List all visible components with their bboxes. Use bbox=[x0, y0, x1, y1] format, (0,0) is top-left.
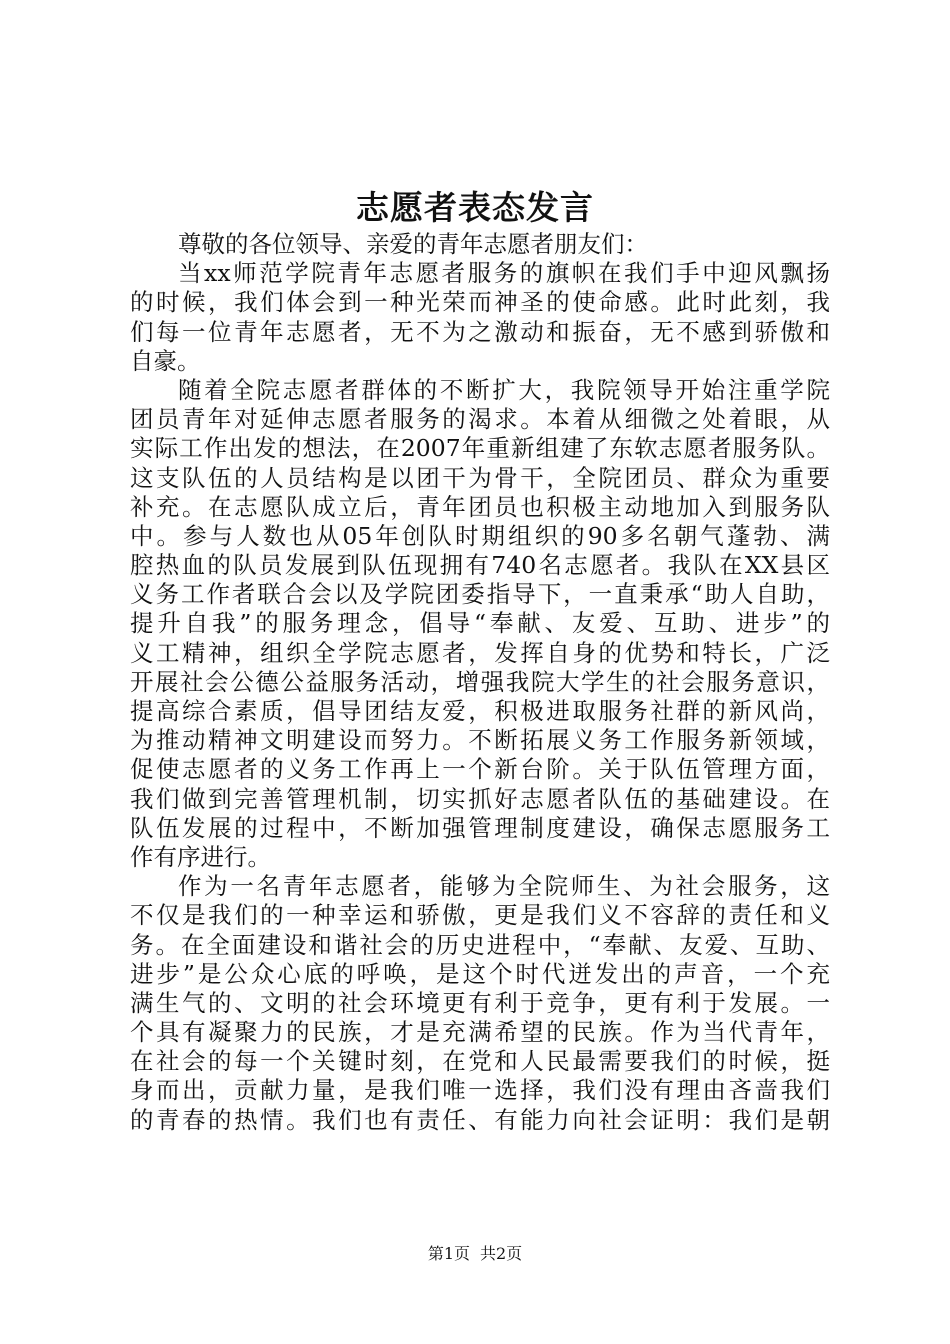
page-number-total: 共2页 bbox=[480, 1244, 523, 1263]
body-text-line: 进步”是公众心底的呼唤，是这个时代迸发出的声音，一个充 bbox=[130, 959, 830, 988]
document-title: 志愿者表态发言 bbox=[356, 188, 594, 227]
body-text-line: 促使志愿者的义务工作再上一个新台阶。关于队伍管理方面， bbox=[130, 755, 830, 784]
body-text-line: 的青春的热情。我们也有责任、有能力向社会证明：我们是朝 bbox=[130, 1105, 830, 1134]
body-text-line: 自豪。 bbox=[130, 346, 201, 375]
body-text-line: 个具有凝聚力的民族，才是充满希望的民族。作为当代青年， bbox=[130, 1018, 830, 1047]
body-text-line: 作为一名青年志愿者，能够为全院师生、为社会服务，这 bbox=[178, 872, 830, 901]
body-text-line: 的时候，我们体会到一种光荣而神圣的使命感。此时此刻，我 bbox=[130, 288, 830, 317]
body-text-line: 队伍发展的过程中，不断加强管理制度建设，确保志愿服务工 bbox=[130, 813, 830, 842]
page-number-current: 第1页 bbox=[427, 1244, 470, 1263]
body-text-line: 为推动精神文明建设而努力。不断拓展义务工作服务新领域， bbox=[130, 726, 830, 755]
body-text-line: 团员青年对延伸志愿者服务的渴求。本着从细微之处着眼，从 bbox=[130, 405, 830, 434]
body-text-line: 随着全院志愿者群体的不断扩大，我院领导开始注重学院 bbox=[178, 375, 830, 404]
body-text-line: 补充。在志愿队成立后，青年团员也积极主动地加入到服务队 bbox=[130, 492, 830, 521]
body-text-line: 提高综合素质，倡导团结友爱，积极进取服务社群的新风尚， bbox=[130, 697, 830, 725]
body-text-line: 义务工作者联合会以及学院团委指导下，一直秉承“助人自助， bbox=[130, 580, 830, 609]
body-text-line: 中。参与人数也从05年创队时期组织的90多名朝气蓬勃、满 bbox=[130, 521, 830, 550]
body-text-line: 们每一位青年志愿者，无不为之激动和振奋，无不感到骄傲和 bbox=[130, 317, 830, 346]
body-text-line: 实际工作出发的想法，在2007年重新组建了东软志愿者服务队。 bbox=[130, 434, 830, 463]
document-body bbox=[130, 230, 830, 1135]
body-text-line: 这支队伍的人员结构是以团干为骨干，全院团员、群众为重要 bbox=[130, 463, 830, 492]
body-text-line: 身而出，贡献力量，是我们唯一选择，我们没有理由吝啬我们 bbox=[130, 1076, 830, 1105]
body-text-line: 满生气的、文明的社会环境更有利于竞争，更有利于发展。一 bbox=[130, 988, 830, 1017]
page-footer bbox=[0, 1243, 950, 1265]
body-text-line: 腔热血的队员发展到队伍现拥有740名志愿者。我队在XX县区 bbox=[130, 551, 830, 580]
body-text-line: 在社会的每一个关键时刻，在党和人民最需要我们的时候，挺 bbox=[130, 1047, 830, 1076]
body-text-line: 作有序进行。 bbox=[130, 842, 271, 871]
body-text-line: 我们做到完善管理机制，切实抓好志愿者队伍的基础建设。在 bbox=[130, 784, 830, 813]
body-text-line: 不仅是我们的一种幸运和骄傲，更是我们义不容辞的责任和义 bbox=[130, 901, 830, 930]
body-text-line: 当xx师范学院青年志愿者服务的旗帜在我们手中迎风飘扬 bbox=[178, 259, 830, 288]
body-text-line: 义工精神，组织全学院志愿者，发挥自身的优势和特长，广泛 bbox=[130, 638, 830, 667]
body-text-line: 尊敬的各位领导、亲爱的青年志愿者朋友们： bbox=[178, 230, 648, 258]
body-text-line: 务。在全面建设和谐社会的历史进程中，“奉献、友爱、互助、 bbox=[130, 930, 830, 959]
body-text-line: 开展社会公德公益服务活动，增强我院大学生的社会服务意识， bbox=[130, 667, 830, 696]
body-text-line: 提升自我”的服务理念，倡导“奉献、友爱、互助、进步”的 bbox=[130, 609, 830, 638]
